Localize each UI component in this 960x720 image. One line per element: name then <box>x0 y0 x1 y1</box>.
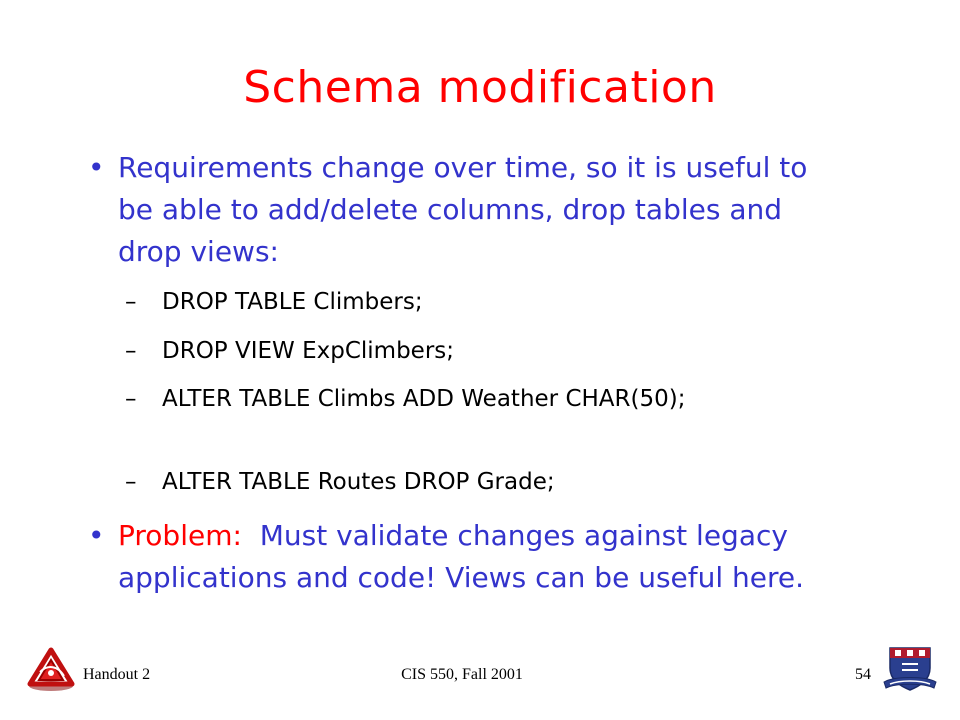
sub-item-drop-table <box>125 285 745 319</box>
sub-item-text: ALTER TABLE Climbs ADD Weather CHAR(50); <box>162 386 686 412</box>
footer-page-number: 54 <box>855 666 871 683</box>
bullet-dot: • <box>88 519 105 552</box>
bullet-problem <box>88 515 828 599</box>
bullet-requirements <box>88 147 828 273</box>
footer-left: Handout 2 <box>83 666 151 683</box>
penn-shield-icon <box>882 642 938 694</box>
dash-marker: – <box>125 469 137 495</box>
sub-item-text: DROP VIEW ExpClimbers; <box>162 338 455 364</box>
bullet-text-problem <box>118 515 828 599</box>
sub-item-drop-view <box>125 334 745 368</box>
slide-title: Schema modification <box>243 62 717 113</box>
problem-label: Problem: <box>118 519 242 552</box>
sub-item-alter-add <box>125 382 725 416</box>
sub-item-alter-drop <box>125 465 745 499</box>
bullet-text-requirements: Requirements change over time, so it is useful to be able to add/delete columns, drop tables and drop views: <box>118 151 808 268</box>
sub-item-text: ALTER TABLE Routes DROP Grade; <box>162 469 555 495</box>
problem-text: Must validate changes against legacy applications and code! Views can be useful here. <box>118 519 805 594</box>
dash-marker: – <box>125 289 137 315</box>
footer-center: CIS 550, Fall 2001 <box>401 666 523 683</box>
sub-item-text: DROP TABLE Climbers; <box>162 289 423 315</box>
bullet-dot: • <box>88 151 105 184</box>
dash-marker: – <box>125 386 137 412</box>
dash-marker: – <box>125 338 137 364</box>
